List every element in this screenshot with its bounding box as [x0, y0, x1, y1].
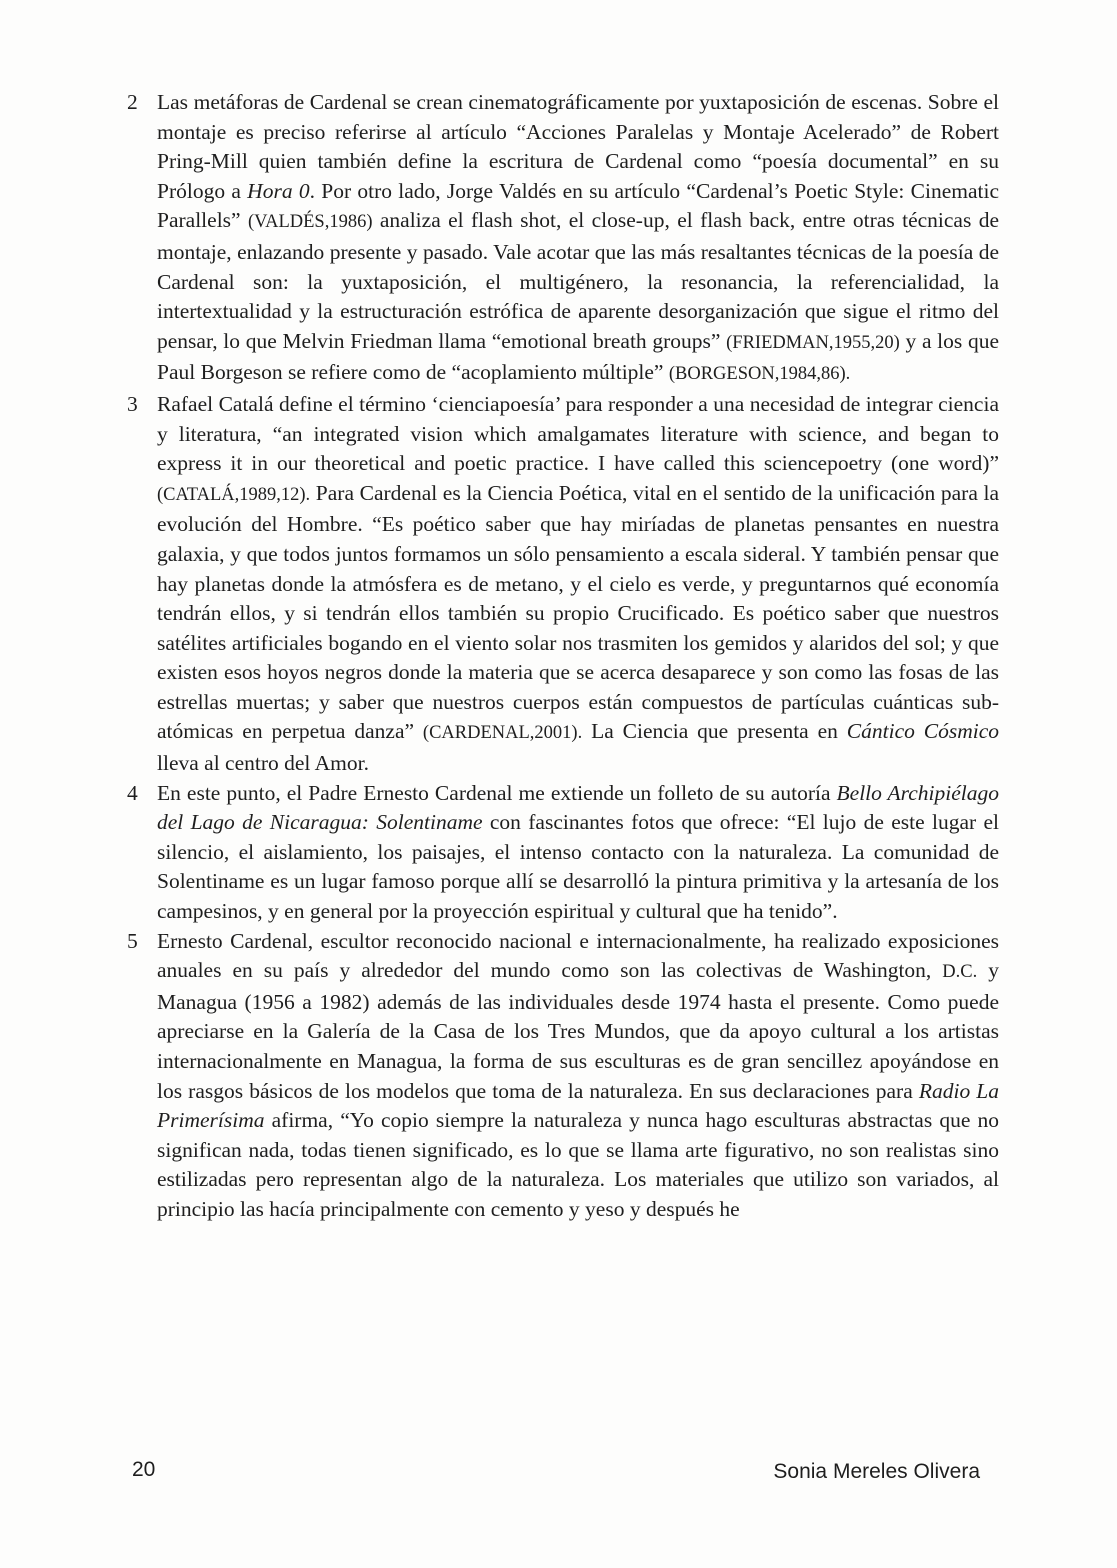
- text-run: y a los que Paul Borgeson se refiere como de “acoplamiento múltiple”: [157, 328, 999, 385]
- text-run: analiza el flash shot, el close-up, el flash back, entre otras técnicas de montaje, enlazando presente y pasado. Vale acotar que las más resaltantes técnicas de la poesía de Cardenal son: la yuxtaposición, el multigénero, la resonancia, la referencialidad, la intertextualidad y la estructuración estrófica de aparente desorganización que sigue el ritmo del pensar, lo que Melvin Friedman llama “emotional breath groups”: [157, 208, 999, 353]
- text-run: afirma, “Yo copio siempre la naturaleza y nunca hago esculturas abstractas que no significan nada, todas tienen significado, es lo que se llama arte figurativo, no son realistas sino estilizadas pero representan algo de la naturaleza. Los materiales que utilizo son variados, al principio las hacía principalmente con cemento y yeso y después he: [157, 1108, 999, 1221]
- endnote: [127, 88, 999, 390]
- italic-title: Hora 0: [247, 178, 310, 203]
- endnote: [127, 927, 999, 1225]
- italic-title: Cántico Cósmico: [846, 719, 999, 744]
- citation: D.C.: [942, 962, 978, 983]
- citation: (FRIEDMAN,1955,20): [726, 332, 900, 353]
- text-run: En este punto, el Padre Ernesto Cardenal me extiende un folleto de su autoría: [157, 780, 837, 805]
- endnote-text: [157, 390, 999, 779]
- endnote-text: [157, 779, 999, 927]
- endnote-number: 2: [127, 90, 138, 114]
- italic-title: Radio La Primerísima: [157, 1078, 1000, 1133]
- text-run: y Managua (1956 a 1982) además de las individuales desde 1974 hasta el presente. Como puede apreciarse en la Galería de la Casa de los Tres Mundos, que da apoyo cultural a los artistas internacionalmente en Managua, la forma de sus esculturas es de gran sencillez apoyándose en los rasgos básicos de los modelos que toma de la naturaleza. En sus declaraciones para: [157, 958, 999, 1103]
- endnote-number: 3: [127, 391, 138, 416]
- text-run: con fascinantes fotos que ofrece: “El lujo de este lugar el silencio, el aislamiento, los paisajes, el intenso contacto con la naturaleza. La comunidad de Solentiname es un lugar famoso porque allí se desarrolló la pintura primitiva y la artesanía de los campesinos, y en general por la proyección espiritual y cultural que ha tenido”.: [157, 810, 999, 924]
- citation: (VALDÉS,1986): [247, 212, 373, 233]
- endnote-text: [157, 88, 999, 390]
- text-run: lleva al centro del Amor.: [157, 751, 369, 776]
- text-run: Para Cardenal es la Ciencia Poética, vital en el sentido de la unificación para la evolución del Hombre. “Es poético saber que hay miríadas de planetas pensantes en nuestra galaxia, y que todos juntos formamos un sólo pensamiento a escala sideral. Y también pensar que hay planetas donde la atmósfera es de metano, y el cielo es verde, y preguntarnos qué economía tendrán ellos, y si tendrán ellos también su propio Crucificado. Es poético saber que nuestros satélites artificiales bogando en el viento solar nos trasmiten los gemidos y alaridos del sol; y que existen esos hoyos negros donde la materia que se acerca desaparece y son como las fosas de las estrellas muertas; y saber que nuestros cuerpos están compuestos de partículas cuánticas sub-atómicas en perpetua danza”: [157, 480, 999, 744]
- endnote: [127, 390, 999, 779]
- endnote-text: [157, 927, 999, 1225]
- italic-title: Bello Archipiélago del Lago de Nicaragua: Solentiname: [157, 780, 999, 835]
- text-run: Las metáforas de Cardenal se crean cinematográficamente por yuxtaposición de escenas. Sobre el montaje es preciso referirse al artículo “Acciones Paralelas y Montaje Acelerado” de Robert Pring-Mill quien también define la escritura de Cardenal como “poesía documental” en su Prólogo a: [157, 90, 999, 203]
- endnote-number: 5: [127, 928, 138, 953]
- running-footer-author: Sonia Mereles Olivera: [773, 1460, 980, 1483]
- endnote-number: 4: [127, 780, 138, 805]
- text-run: . Por otro lado, Jorge Valdés en su artículo “Cardenal’s Poetic Style: Cinematic Parallels”: [157, 178, 999, 233]
- page-number: 20: [132, 1458, 156, 1481]
- citation: (CARDENAL,2001).: [422, 723, 583, 744]
- text-run: Rafael Catalá define el término ‘cienciapoesía’ para responder a una necesidad de integrar ciencia y literatura, “an integrated vision which amalgamates literature with science, and began to express it in our theoretical and poetic practice. I have called this sciencepoetry (one word)”: [157, 391, 999, 476]
- endnote: [127, 779, 999, 927]
- citation: (BORGESON,1984,86).: [668, 364, 851, 385]
- endnotes-list: [127, 88, 999, 1225]
- text-run: Ernesto Cardenal, escultor reconocido nacional e internacionalmente, ha realizado exposiciones anuales en su país y alrededor del mundo como son las colectivas de Washington,: [157, 928, 999, 983]
- citation: (CATALÁ,1989,12).: [157, 484, 311, 505]
- text-run: La Ciencia que presenta en: [582, 719, 847, 744]
